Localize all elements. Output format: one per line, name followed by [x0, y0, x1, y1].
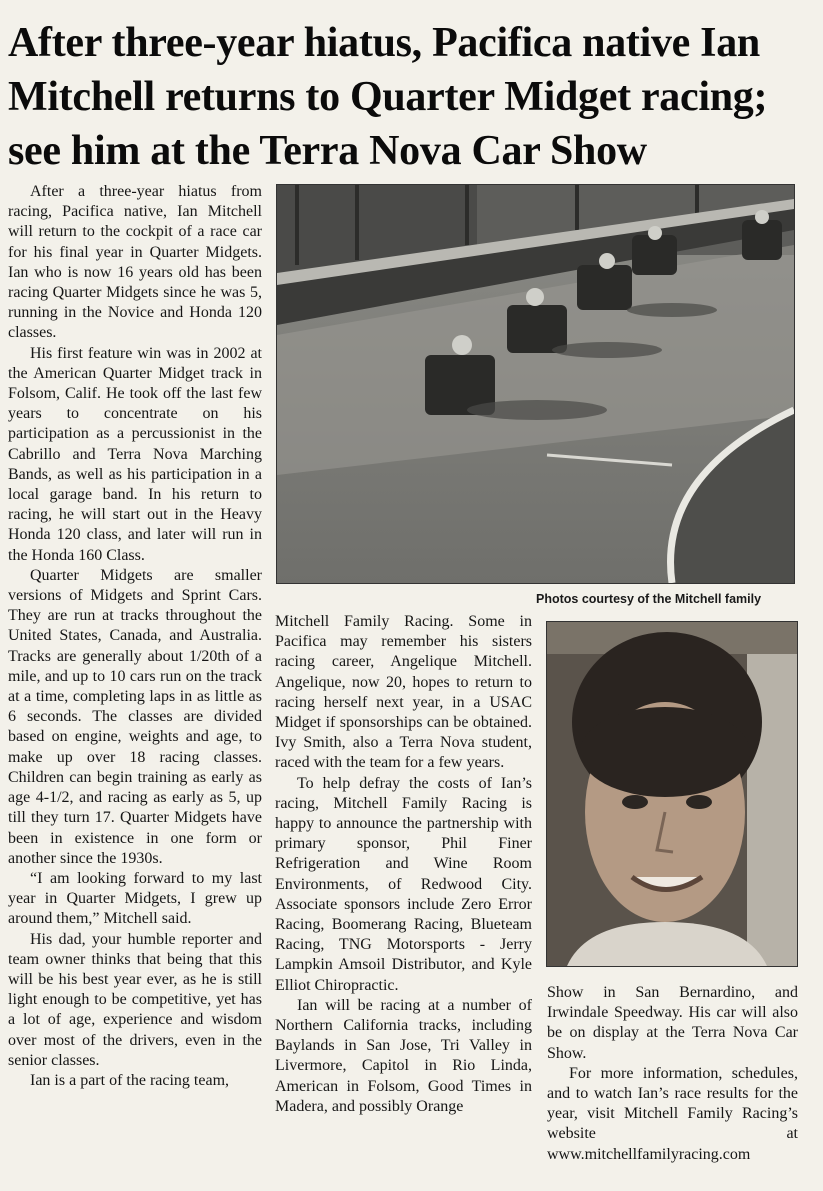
race-photo [276, 184, 795, 584]
photo-credit: Photos courtesy of the Mitchell family [536, 592, 762, 606]
paragraph: Mitchell Family Racing. Some in Pacifica may remember his sisters racing career, Angelique Mitchell. Angelique, now 20, hopes to return to racing herself next year, in a USAC Midget if sponsorships can be obtained. Ivy Smith, also a Terra Nova student, raced with the team for a few years. [275, 613, 532, 772]
paragraph: His first feature win was in 2002 at the American Quarter Midget track in Folsom, Calif. He took off the last few years to concentrate on his participation as a percussionist in the Cabrillo and Terra Nova Marching Bands, as well as his participation in a local garage band. In his return to racing, he will start out in the Heavy Honda 120 class, and later will run in the Honda 160 Class. [8, 344, 262, 564]
article-column-2 [275, 612, 532, 1117]
portrait-photo [546, 621, 798, 967]
paragraph: Ian is a part of the racing team, [30, 1071, 230, 1089]
paragraph: Quarter Midgets are smaller versions of Midgets and Sprint Cars. They are run at tracks throughout the United States, Canada, and Australia. Tracks are generally about 1/20th of a mile, and up to 10 cars run on the track at a time, completing laps in as little as 6 seconds. The classes are divided based on engine, weights and age, to make up over 18 racing classes. Children can begin training as early as age 4-1/2, and racing as early as 5, up till they turn 17. Quarter Midgets have been in existence in one form or another since the 1930s. [8, 566, 262, 867]
paragraph: His dad, your humble reporter and team owner thinks that being that this will be his best year ever, as he is still light enough to be competitive, yet has a lot of age, experience and wisdom over most of the drivers, even in the senior classes. [8, 930, 262, 1069]
paragraph: Ian will be racing at a number of Northern California tracks, including Baylands in San Jose, Tri Valley in Livermore, Capitol in Rio Linda, American in Folsom, Good Times in Madera, and possibly Orange [275, 996, 532, 1115]
article-column-3 [547, 983, 798, 1165]
race-photo-image [277, 185, 794, 583]
paragraph: After a three-year hiatus from racing, Pacifica native, Ian Mitchell will return to the cockpit of a race car for his final year in Quarter Midgets. Ian who is now 16 years old has been racing Quarter Midgets since he was 5, running in the Novice and Honda 120 classes. [8, 183, 262, 342]
headline: After three-year hiatus, Pacifica native Ian Mitchell returns to Quarter Midget racing; see him at the Terra Nova Car Show [8, 20, 768, 174]
paragraph: To help defray the costs of Ian’s racing, Mitchell Family Racing is happy to announce the partnership with primary sponsor, Phil Finer Refrigeration and Wine Room Environments, of Redwood City. Associate sponsors include Zero Error Racing, Boomerang Racing, Blueteam Racing, TNG Motorsports - Jerry Lampkin Amsoil Distributor, and Kyle Elliot Chiropractic. [275, 774, 532, 994]
paragraph: Show in San Bernardino, and Irwindale Speedway. His car will also be on display at the Terra Nova Car Show. [547, 984, 798, 1062]
paragraph: For more information, schedules, and to watch Ian’s race results for the year, visit Mitchell Family Racing’s website at www.mitchellfamilyracing.com [547, 1064, 798, 1163]
article-column-1 [8, 182, 262, 1091]
paragraph: “I am looking forward to my last year in Quarter Midgets, I grew up around them,” Mitchell said. [8, 869, 262, 928]
portrait-photo-image [547, 622, 797, 966]
